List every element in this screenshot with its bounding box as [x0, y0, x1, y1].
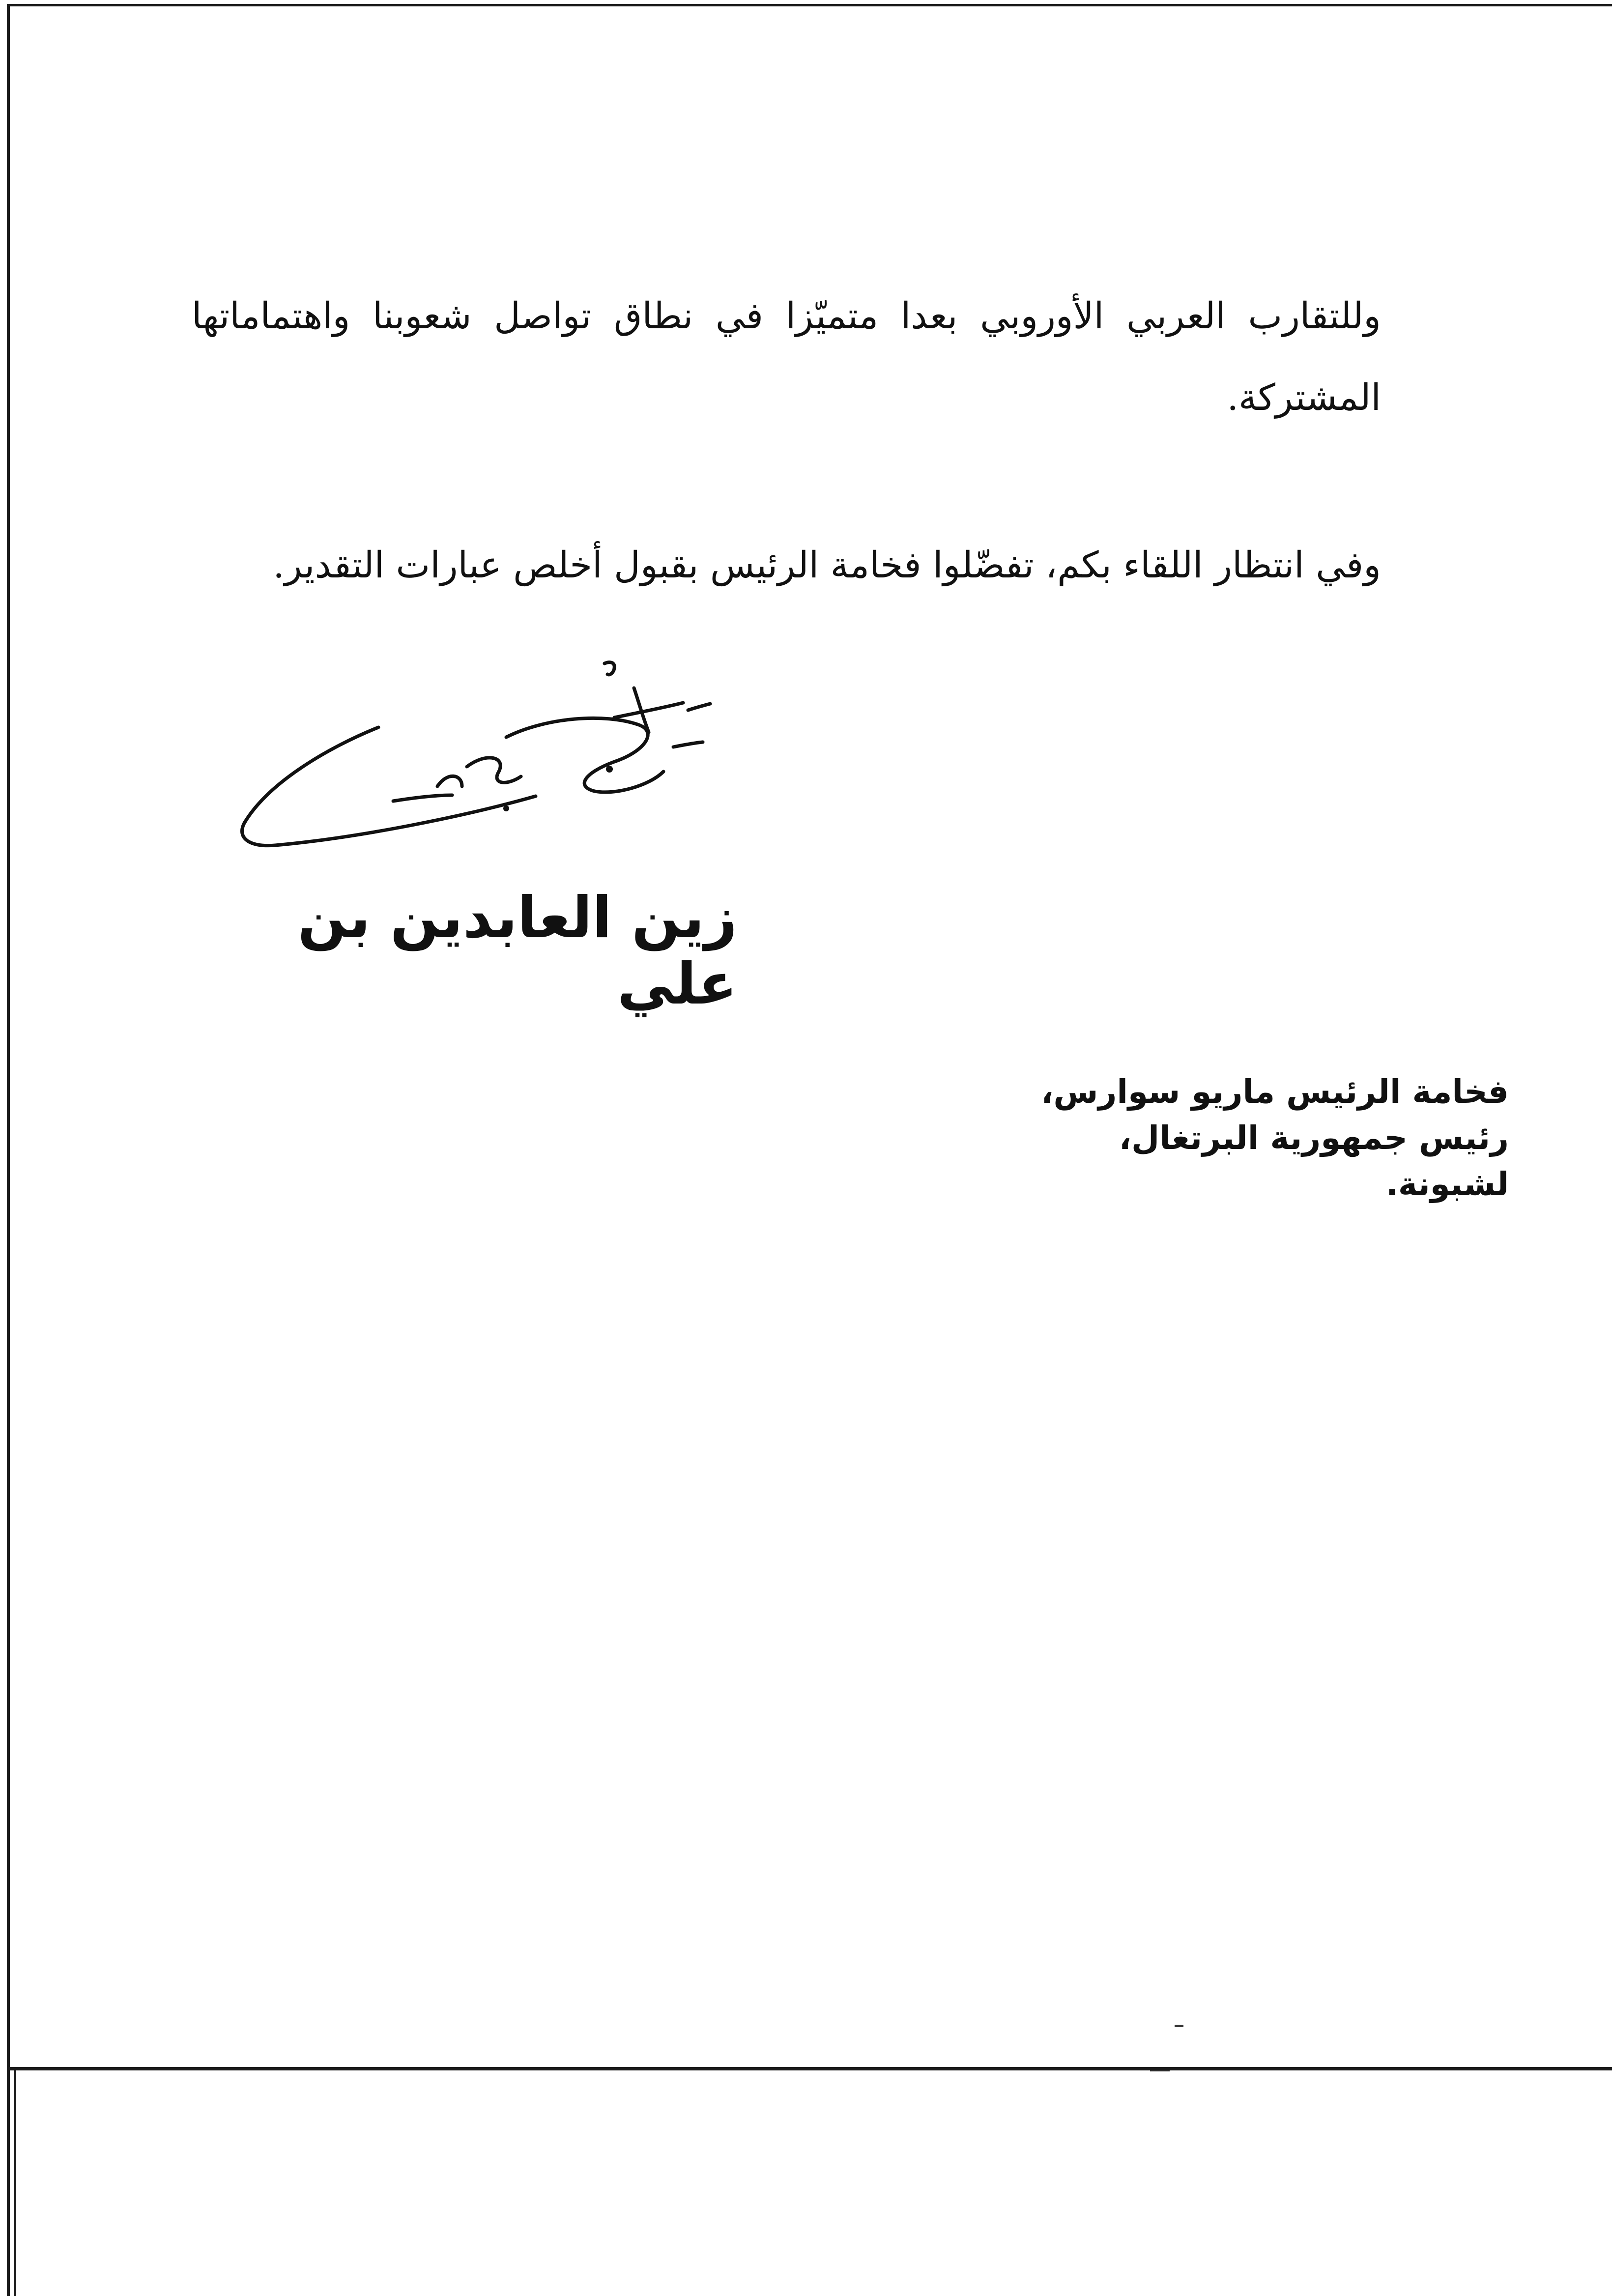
page-bottom-edge	[10, 2067, 1612, 2070]
signer-name: زين العابدين بن علي	[297, 885, 737, 1017]
scan-speck	[1175, 2025, 1183, 2027]
addressee-line-city: لشبونة.	[1385, 1165, 1509, 1203]
letter-paragraph-1: وللتقارب العربي الأوروبي بعدا متميّزا في نطاق تواصل شعوبنا واهتماماتها المشتركة.	[192, 295, 1381, 419]
letter-paragraph-2: وفي انتظار اللقاء بكم، تفضّلوا فخامة الرئيس بقبول أخلص عبارات التقدير.	[273, 544, 1381, 586]
addressee-line-office: رئيس جمهورية البرتغال،	[1119, 1119, 1509, 1157]
addressee-line-title: فخامة الرئيس ماريو سوارس،	[1041, 1073, 1509, 1111]
addressee-block	[1041, 1069, 1509, 1207]
scan-border-left	[7, 4, 10, 2296]
next-page-edge	[14, 2070, 16, 2296]
handwritten-signature	[231, 639, 722, 875]
scan-border-top	[7, 4, 1612, 6]
